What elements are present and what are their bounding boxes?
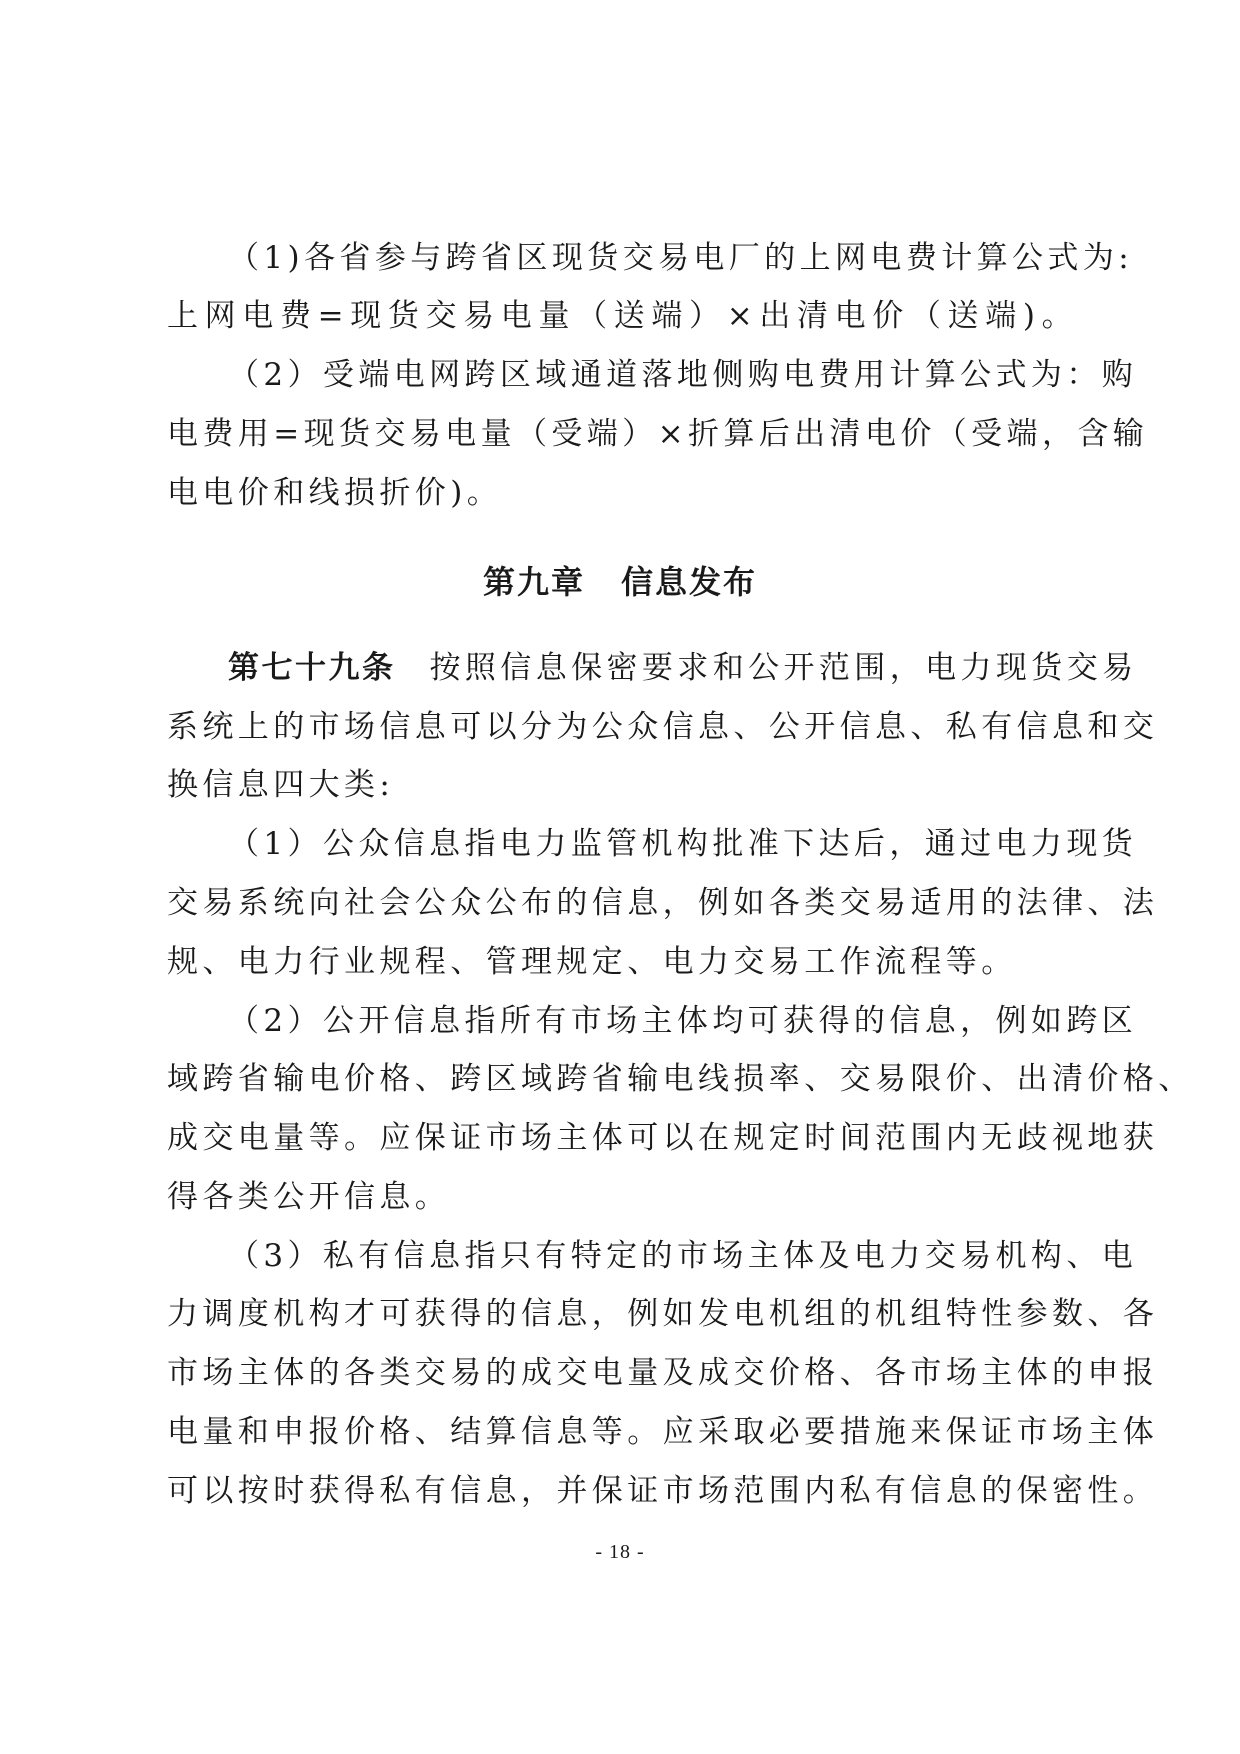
page-number: - 18 - [595,1541,645,1563]
paragraph-line: 得各类公开信息。 [167,1179,451,1215]
article-label: 第七十九条 [228,650,396,686]
paragraph-line: （1）公众信息指电力监管机构批准下达后，通过电力现货 [228,826,1138,862]
paragraph-line: 上网电费=现货交易电量（送端）×出清电价（送端)。 [167,298,1077,334]
paragraph-line: 电电价和线损折价)。 [167,475,503,511]
paragraph-line: 可以按时获得私有信息，并保证市场范围内私有信息的保密性。 [167,1473,1159,1509]
paragraph-line: 电费用=现货交易电量（受端）×折算后出清电价（受端，含输 [167,416,1149,452]
paragraph-line: 系统上的市场信息可以分为公众信息、公开信息、私有信息和交 [167,709,1159,745]
paragraph-line: （1)各省参与跨省区现货交易电厂的上网电费计算公式为: [228,240,1134,276]
article-text: 按照信息保密要求和公开范围，电力现货交易 [429,650,1138,686]
chapter-title: 信息发布 [621,563,758,601]
paragraph-line: 换信息四大类: [167,767,395,803]
article-first-line [228,648,1138,688]
paragraph-line: 规、电力行业规程、管理规定、电力交易工作流程等。 [167,944,1017,980]
paragraph-line: 市场主体的各类交易的成交电量及成交价格、各市场主体的申报 [167,1355,1159,1391]
paragraph-line: （2）受端电网跨区域通道落地侧购电费用计算公式为：购 [228,357,1138,393]
paragraph-line: 力调度机构才可获得的信息，例如发电机组的机组特性参数、各 [167,1296,1159,1332]
paragraph-line: （3）私有信息指只有特定的市场主体及电力交易机构、电 [228,1238,1138,1274]
paragraph-line: 成交电量等。应保证市场主体可以在规定时间范围内无歧视地获 [167,1120,1159,1156]
chapter-number: 第九章 [482,563,585,601]
paragraph-line: 交易系统向社会公众公布的信息，例如各类交易适用的法律、法 [167,885,1159,921]
chapter-heading [0,561,1240,603]
paragraph-line: 域跨省输电价格、跨区域跨省输电线损率、交易限价、出清价格、 [167,1061,1194,1097]
paragraph-line: 电量和申报价格、结算信息等。应采取必要措施来保证市场主体 [167,1414,1159,1450]
paragraph-line: （2）公开信息指所有市场主体均可获得的信息，例如跨区 [228,1003,1138,1039]
